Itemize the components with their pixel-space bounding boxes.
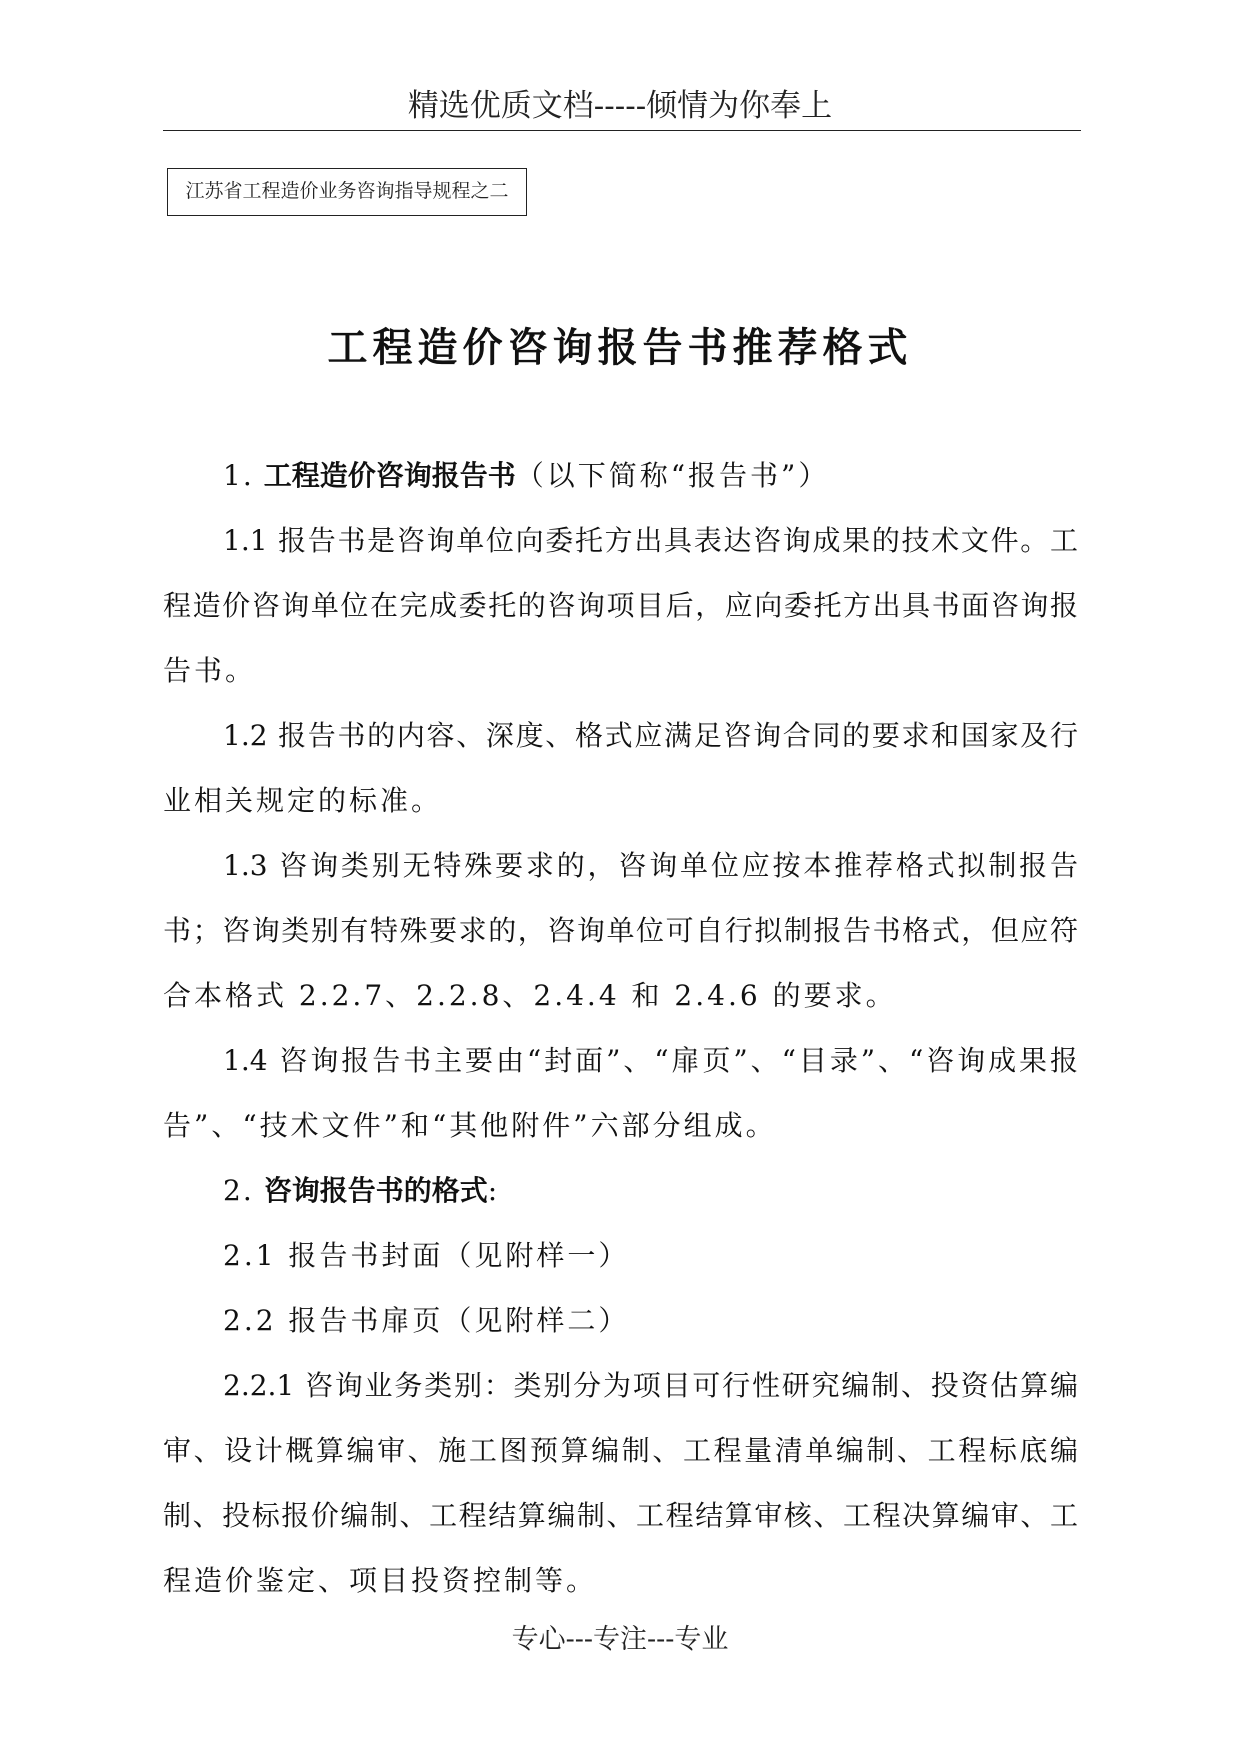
- section-2-colon: :: [487, 1174, 501, 1207]
- section-2-title: 咨询报告书的格式: [263, 1174, 488, 1207]
- paragraph-2-2-1-line-2: 审、设计概算编审、施工图预算编制、工程量清单编制、工程标底编: [163, 1434, 1078, 1467]
- paragraph-1-2-line-2: 业相关规定的标准。: [163, 784, 443, 817]
- paragraph-1-3-line-3: 合本格式 2.2.7、2.2.8、2.4.4 和 2.4.6 的要求。: [163, 979, 897, 1012]
- section-1-heading: [223, 458, 829, 494]
- paragraph-1-3-line-1: 1.3 咨询类别无特殊要求的，咨询单位应按本推荐格式拟制报告: [223, 849, 1078, 882]
- paragraph-1-2-line-1: 1.2 报告书的内容、深度、格式应满足咨询合同的要求和国家及行: [223, 719, 1078, 752]
- section-1-title: 工程造价咨询报告书: [263, 459, 516, 492]
- series-tag-box: 江苏省工程造价业务咨询指导规程之二: [167, 168, 527, 216]
- paragraph-1-3-line-2: 书；咨询类别有特殊要求的，咨询单位可自行拟制报告书格式，但应符: [163, 914, 1078, 947]
- paragraph-1-1-line-2: 程造价咨询单位在完成委托的咨询项目后，应向委托方出具书面咨询报: [163, 589, 1078, 622]
- paragraph-1-1-line-3: 告书。: [163, 654, 257, 687]
- section-2-number: 2.: [223, 1174, 254, 1207]
- document-title: 工程造价咨询报告书推荐格式: [327, 324, 913, 371]
- page-footer-text: 专心---专注---专业: [511, 1624, 729, 1655]
- paragraph-1-1-line-1: 1.1 报告书是咨询单位向委托方出具表达咨询成果的技术文件。工: [223, 524, 1078, 557]
- section-2-heading: [223, 1173, 500, 1209]
- paragraph-2-2-1-line-3: 制、投标报价编制、工程结算编制、工程结算审核、工程决算编审、工: [163, 1499, 1078, 1532]
- paragraph-2-2: 2.2 报告书扉页（见附样二）: [223, 1304, 630, 1337]
- paragraph-2-2-1-line-1: 2.2.1 咨询业务类别：类别分为项目可行性研究编制、投资估算编: [223, 1369, 1078, 1402]
- section-1-note: （以下简称“报告书”）: [515, 459, 830, 492]
- paragraph-1-4-line-1: 1.4 咨询报告书主要由“封面”、“扉页”、“目录”、“咨询成果报: [223, 1044, 1078, 1077]
- section-1-number: 1.: [223, 459, 254, 492]
- paragraph-2-1: 2.1 报告书封面（见附样一）: [223, 1239, 630, 1272]
- paragraph-2-2-1-line-4: 程造价鉴定、项目投资控制等。: [163, 1564, 598, 1597]
- page-header-text: 精选优质文档-----倾情为你奉上: [407, 88, 833, 124]
- header-rule: [163, 130, 1081, 131]
- paragraph-1-4-line-2: 告”、“技术文件”和“其他附件”六部分组成。: [163, 1109, 777, 1142]
